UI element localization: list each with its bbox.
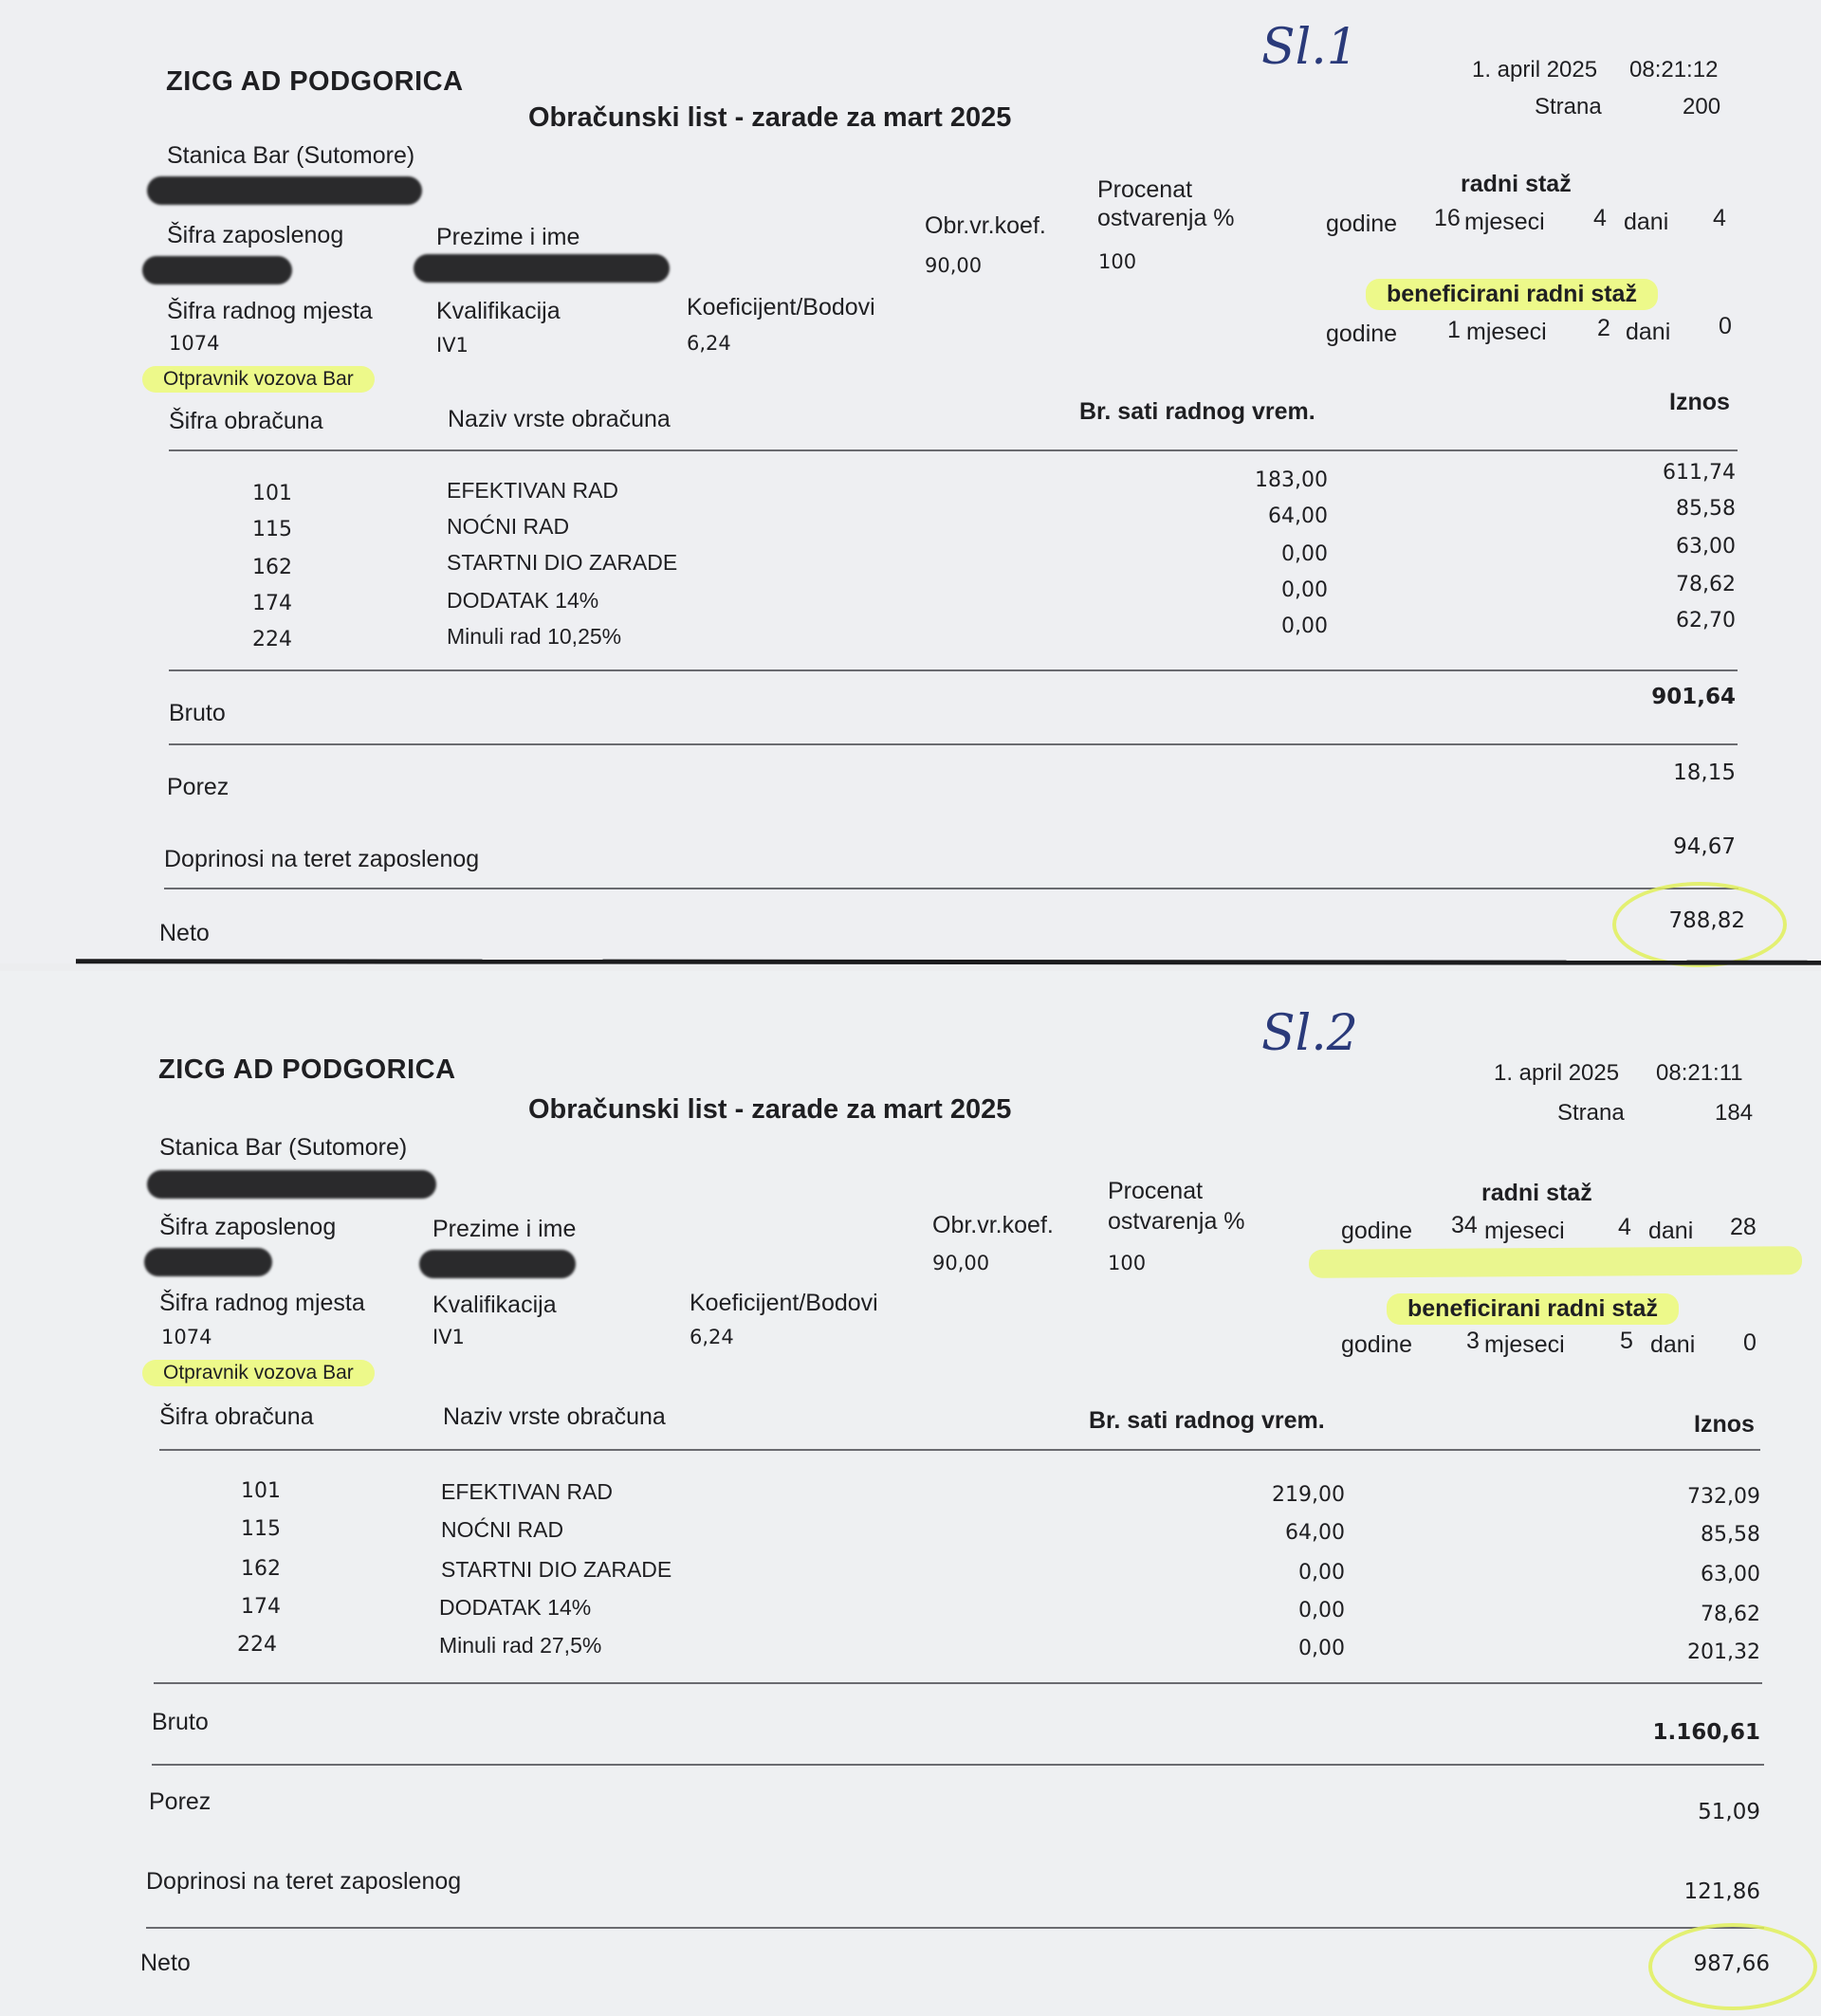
workplace-id-value: 1074 [161,1326,212,1348]
qualification-label: Kvalifikacija [432,1292,557,1318]
amount-header: Iznos [1694,1411,1755,1438]
percent-value: 100 [1108,1252,1147,1274]
print-date: 1. april 2025 [1494,1060,1620,1086]
name-label: Prezime i ime [436,224,580,250]
porez-label: Porez [149,1788,212,1815]
row-amount: 85,58 [1676,497,1736,521]
hours-header: Br. sati radnog vrem. [1089,1407,1325,1434]
row-code: 224 [252,628,292,651]
row-code: 162 [252,556,292,579]
service-years-label: godine [1341,1218,1413,1244]
row-hours: 0,00 [1281,614,1328,638]
neto-label: Neto [159,920,210,946]
row-hours: 0,00 [1298,1637,1345,1660]
row-hours: 0,00 [1298,1599,1345,1622]
service-days: 28 [1730,1214,1757,1240]
bruto-value: 901,64 [1651,685,1736,709]
row-code: 115 [241,1517,281,1541]
row-name: NOĆNI RAD [441,1517,564,1542]
page-number: 200 [1683,94,1721,119]
workplace-id-value: 1074 [169,332,220,355]
service-label: radni staž [1461,171,1572,197]
payslip-sheet-2 [0,971,1821,2016]
row-code: 224 [237,1633,277,1657]
handwritten-annotation: Sl.1 [1261,19,1358,76]
row-code: 101 [241,1479,281,1503]
row-amount: 732,09 [1687,1485,1760,1509]
calc-code-header: Šifra obračuna [159,1403,314,1430]
benefit-years: 1 [1447,317,1461,343]
row-name: DODATAK 14% [439,1595,592,1620]
service-label: radni staž [1481,1180,1592,1206]
page-label: Strana [1557,1100,1625,1126]
benefit-days: 0 [1743,1329,1757,1356]
row-name: EFEKTIVAN RAD [447,478,619,503]
doprinosi-label: Doprinosi na teret zaposlenog [164,846,480,872]
benefit-months-label: mjeseci [1466,319,1547,345]
benefit-years: 3 [1466,1328,1480,1354]
row-name: STARTNI DIO ZARADE [447,550,678,575]
document-title: Obračunski list - zarade za mart 2025 [528,102,1012,133]
percent-label-line2: ostvarenja % [1108,1208,1245,1235]
print-time: 08:21:11 [1656,1060,1743,1086]
row-name: DODATAK 14% [447,588,599,613]
row-hours: 0,00 [1298,1561,1345,1585]
percent-value: 100 [1098,250,1137,273]
percent-label-line1: Procenat [1108,1178,1204,1204]
items-rule [169,669,1738,671]
row-name: Minuli rad 27,5% [439,1633,602,1658]
doprinosi-rule [146,1927,1764,1929]
neto-label: Neto [140,1950,191,1976]
document-title: Obračunski list - zarade za mart 2025 [528,1094,1012,1125]
handwritten-annotation: Sl.2 [1261,1005,1358,1062]
benefit-service-label: beneficirani radni staž [1387,1293,1679,1325]
bruto-value: 1.160,61 [1652,1720,1760,1745]
employee-id-label: Šifra zaposlenog [167,222,344,248]
amount-header: Iznos [1669,389,1730,415]
bruto-rule [152,1764,1764,1766]
payslip-sheet-1 [0,0,1821,963]
row-code: 162 [241,1557,281,1581]
redacted-field [419,1250,576,1278]
print-time: 08:21:12 [1629,57,1719,82]
bruto-label: Bruto [152,1709,209,1735]
benefit-years-label: godine [1341,1331,1413,1358]
workplace-id-label: Šifra radnog mjesta [167,298,373,324]
position-title: Otpravnik vozova Bar [142,366,375,393]
qualification-value: IV1 [432,1326,465,1348]
row-hours: 219,00 [1272,1483,1345,1507]
row-amount: 201,32 [1687,1640,1760,1664]
benefit-days-label: dani [1650,1331,1696,1358]
coefficient-label: Koeficijent/Bodovi [687,294,875,321]
benefit-months: 5 [1620,1328,1633,1354]
calc-code-header: Šifra obračuna [169,408,323,434]
coefficient-value: 6,24 [687,332,731,355]
row-amount: 63,00 [1701,1563,1760,1586]
sheet-separator [76,959,1821,965]
station-name: Stanica Bar (Sutomore) [159,1134,408,1161]
row-code: 115 [252,518,292,541]
row-amount: 611,74 [1663,461,1736,485]
service-months: 4 [1593,205,1607,231]
redacted-field [147,1170,436,1199]
doprinosi-value: 94,67 [1673,834,1736,859]
company-name: ZICG AD PODGORICA [166,66,464,97]
coef-label: Obr.vr.koef. [925,212,1046,239]
row-code: 174 [241,1595,281,1619]
row-name: EFEKTIVAN RAD [441,1479,614,1504]
bruto-rule [169,743,1738,745]
coefficient-value: 6,24 [690,1326,734,1348]
doprinosi-rule [164,888,1738,889]
row-hours: 64,00 [1285,1521,1345,1545]
row-code: 101 [252,482,292,505]
calc-name-header: Naziv vrste obračuna [443,1403,666,1430]
row-hours: 0,00 [1281,542,1328,566]
benefit-months: 2 [1597,315,1610,341]
redacted-field [144,1248,272,1276]
neto-value: 987,66 [1693,1952,1770,1976]
workplace-id-label: Šifra radnog mjesta [159,1290,365,1316]
benefit-service-label: beneficirani radni staž [1366,279,1658,310]
header-rule [159,1449,1760,1451]
calc-name-header: Naziv vrste obračuna [448,406,671,432]
doprinosi-value: 121,86 [1683,1879,1760,1904]
company-name: ZICG AD PODGORICA [158,1054,456,1085]
row-hours: 0,00 [1281,578,1328,602]
header-rule [169,449,1738,451]
benefit-days-label: dani [1626,319,1671,345]
service-days: 4 [1713,205,1726,231]
station-name: Stanica Bar (Sutomore) [167,142,415,169]
coefficient-label: Koeficijent/Bodovi [690,1290,878,1316]
service-years: 16 [1434,205,1461,231]
row-code: 174 [252,592,292,615]
redacted-field [147,176,422,205]
service-months: 4 [1618,1214,1631,1240]
row-name: NOĆNI RAD [447,514,570,539]
hours-header: Br. sati radnog vrem. [1079,398,1315,425]
page-label: Strana [1535,94,1602,119]
percent-label-line1: Procenat [1097,176,1193,203]
row-amount: 63,00 [1676,535,1736,559]
row-hours: 64,00 [1268,504,1328,528]
porez-label: Porez [167,774,230,800]
service-months-label: mjeseci [1464,209,1545,235]
redacted-field [414,254,670,283]
benefit-days: 0 [1719,313,1732,339]
service-months-label: mjeseci [1484,1218,1565,1244]
print-date: 1. april 2025 [1472,57,1598,82]
row-hours: 183,00 [1255,468,1328,492]
porez-value: 18,15 [1673,761,1736,785]
qualification-label: Kvalifikacija [436,298,561,324]
service-days-label: dani [1624,209,1669,235]
redacted-field [142,256,292,284]
coef-value: 90,00 [932,1252,990,1274]
doprinosi-label: Doprinosi na teret zaposlenog [146,1868,462,1895]
name-label: Prezime i ime [432,1216,577,1242]
row-name: Minuli rad 10,25% [447,624,622,649]
benefit-months-label: mjeseci [1484,1331,1565,1358]
page-number: 184 [1715,1100,1754,1126]
items-rule [154,1682,1762,1684]
highlight-marker [1309,1246,1802,1278]
row-amount: 78,62 [1701,1603,1760,1626]
service-years-label: godine [1326,211,1398,237]
service-years: 34 [1451,1212,1478,1238]
porez-value: 51,09 [1698,1800,1760,1824]
percent-label-line2: ostvarenja % [1097,205,1235,231]
qualification-value: IV1 [436,334,469,357]
row-name: STARTNI DIO ZARADE [441,1557,672,1582]
employee-id-label: Šifra zaposlenog [159,1214,337,1240]
coef-value: 90,00 [925,254,983,277]
position-title: Otpravnik vozova Bar [142,1360,375,1386]
benefit-years-label: godine [1326,321,1398,347]
bruto-label: Bruto [169,700,226,726]
neto-value: 788,82 [1668,908,1745,933]
coef-label: Obr.vr.koef. [932,1212,1054,1238]
row-amount: 78,62 [1676,573,1736,596]
service-days-label: dani [1648,1218,1694,1244]
row-amount: 62,70 [1676,609,1736,632]
row-amount: 85,58 [1701,1523,1760,1547]
